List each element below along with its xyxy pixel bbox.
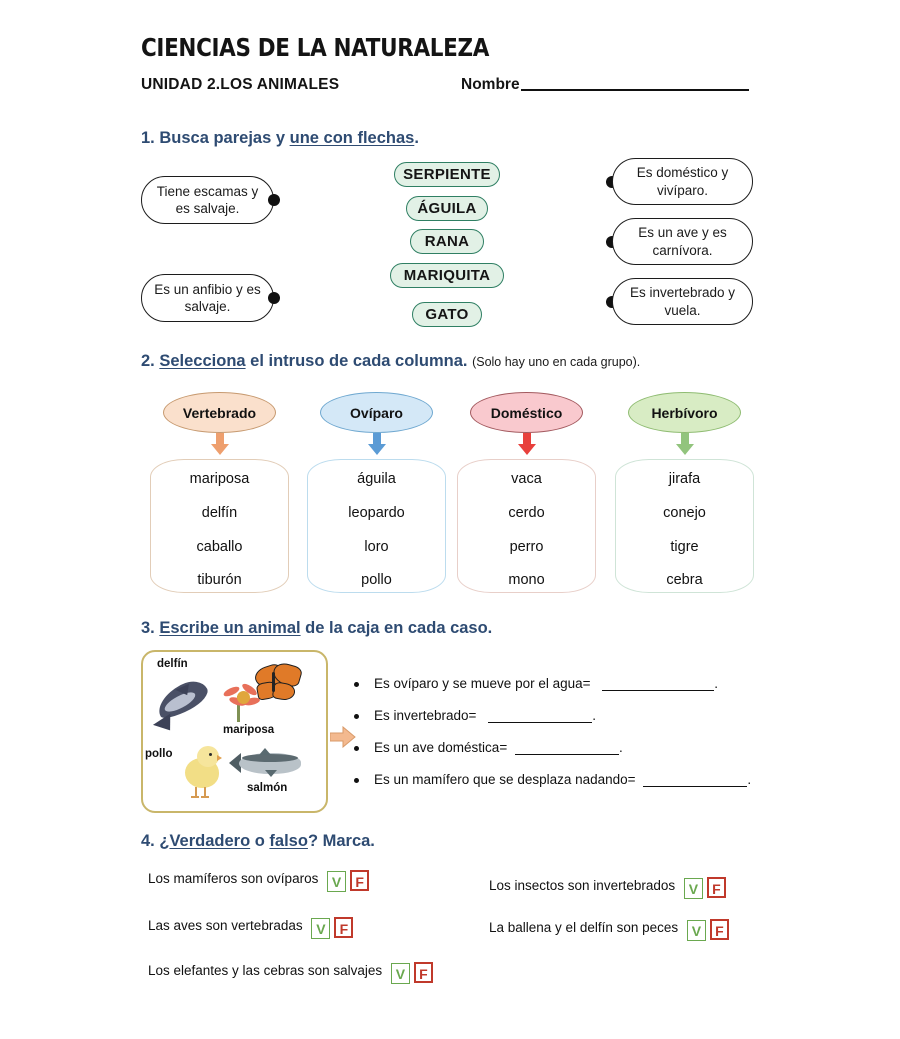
item-text: Es ovíparo y se mueve por el agua= (374, 676, 591, 691)
tf-statement-3 (148, 962, 433, 984)
fill-in-item-1 (352, 676, 812, 691)
page-title: CIENCIAS DE LA NATURALEZA (141, 33, 489, 62)
word-column-herbivoro (615, 459, 754, 593)
exercise-4-heading (141, 832, 375, 851)
false-checkbox[interactable]: F (707, 877, 726, 898)
word-item[interactable]: caballo (196, 539, 243, 555)
word-item[interactable]: mariposa (189, 471, 250, 487)
tf-statement-text: Los mamíferos son ovíparos (148, 871, 319, 886)
exercise-1-text: Busca parejas y (159, 129, 290, 147)
connector-dot-left-1[interactable] (268, 194, 280, 206)
tf-statement-1 (148, 870, 369, 892)
exercise-3-number: 3. (141, 619, 155, 637)
tf-statement-text: Los insectos son invertebrados (489, 878, 676, 893)
item-period: . (592, 708, 596, 723)
inverted-question-mark: ¿ (159, 832, 170, 850)
answer-blank-4[interactable] (643, 786, 747, 787)
word-item[interactable]: mono (508, 572, 545, 588)
picture-label-delfin: delfín (157, 658, 188, 670)
exercise-3-text: de la caja en cada caso. (300, 619, 493, 637)
fill-in-item-4 (352, 772, 812, 787)
false-checkbox[interactable]: F (334, 917, 353, 938)
clue-box-right-2[interactable]: Es un ave y es carnívora. (612, 218, 753, 265)
tf-statement-text: Los elefantes y las cebras son salvajes (148, 963, 383, 978)
false-checkbox[interactable]: F (414, 962, 433, 983)
tf-statement-2 (148, 917, 353, 939)
exercise-4-number: 4. (141, 832, 155, 850)
answer-blank-2[interactable] (488, 722, 592, 723)
unit-label: UNIDAD 2.LOS ANIMALES (141, 76, 340, 93)
word-item[interactable]: águila (357, 471, 396, 487)
item-period: . (747, 772, 752, 787)
fill-in-item-3 (352, 740, 812, 755)
exercise-2-underlined: Selecciona (159, 352, 246, 370)
word-item[interactable]: conejo (663, 505, 706, 521)
chick-photo (175, 744, 231, 806)
word-item[interactable]: cerdo (508, 505, 545, 521)
category-oval-vertebrado[interactable]: Vertebrado (163, 392, 276, 433)
word-item[interactable]: leopardo (348, 505, 405, 521)
true-checkbox[interactable]: V (311, 918, 330, 939)
name-label: Nombre (461, 76, 520, 93)
category-oval-domestico[interactable]: Doméstico (470, 392, 583, 433)
word-column-domestico (457, 459, 596, 593)
exercise-2-heading (141, 352, 640, 371)
false-checkbox[interactable]: F (350, 870, 369, 891)
exercise-4-underlined-true: Verdadero (169, 832, 251, 850)
exercise-2-number: 2. (141, 352, 155, 370)
animal-pill-gato[interactable]: GATO (412, 302, 482, 327)
picture-label-salmon: salmón (247, 782, 288, 794)
connector-dot-left-2[interactable] (268, 292, 280, 304)
word-item[interactable]: cebra (666, 572, 703, 588)
word-item[interactable]: delfín (201, 505, 238, 521)
true-checkbox[interactable]: V (684, 878, 703, 899)
clue-box-right-3[interactable]: Es invertebrado y vuela. (612, 278, 753, 325)
true-checkbox[interactable]: V (391, 963, 410, 984)
false-checkbox[interactable]: F (710, 919, 729, 940)
true-checkbox[interactable]: V (687, 920, 706, 941)
animal-pill-mariquita[interactable]: MARIQUITA (390, 263, 504, 288)
exercise-1-underlined: une con flechas (289, 129, 415, 147)
tf-statement-text: La ballena y el delfín son peces (489, 920, 679, 935)
butterfly-photo (221, 662, 317, 724)
clue-box-left-1[interactable]: Tiene escamas y es salvaje. (141, 176, 274, 224)
exercise-3-items (352, 676, 812, 804)
animal-pill-serpiente[interactable]: SERPIENTE (394, 162, 500, 187)
exercise-1-heading (141, 129, 419, 148)
clue-box-left-2[interactable]: Es un anfibio y es salvaje. (141, 274, 274, 322)
item-text: Es invertebrado= (374, 708, 477, 723)
word-item[interactable]: vaca (511, 471, 542, 487)
tf-statement-text: Las aves son vertebradas (148, 918, 303, 933)
word-item[interactable]: perro (509, 539, 544, 555)
animal-picture-box (141, 650, 328, 813)
exercise-2-text: el intruso de cada columna. (245, 352, 468, 370)
dolphin-photo (151, 674, 215, 736)
word-column-vertebrado (150, 459, 289, 593)
word-item[interactable]: tiburón (197, 572, 242, 588)
word-item[interactable]: tigre (670, 539, 699, 555)
word-item[interactable]: jirafa (668, 471, 701, 487)
clue-box-right-1[interactable]: Es doméstico y vivíparo. (612, 158, 753, 205)
exercise-4-text: ? Marca. (307, 832, 375, 850)
picture-label-pollo: pollo (145, 748, 173, 760)
fill-in-item-2 (352, 708, 812, 723)
name-field (461, 76, 749, 94)
exercise-2-note: (Solo hay uno en cada grupo). (472, 355, 641, 369)
name-blank-line[interactable] (521, 89, 749, 91)
item-text: Es un ave doméstica= (374, 740, 508, 755)
answer-blank-3[interactable] (515, 754, 619, 755)
item-text: Es un mamífero que se desplaza nadando= (374, 772, 636, 787)
picture-label-mariposa: mariposa (223, 724, 275, 736)
animal-pill-rana[interactable]: RANA (410, 229, 484, 254)
tf-statement-5 (489, 919, 729, 941)
category-oval-herbivoro[interactable]: Herbívoro (628, 392, 741, 433)
true-checkbox[interactable]: V (327, 871, 346, 892)
item-period: . (618, 740, 623, 755)
animal-pill-aguila[interactable]: ÁGUILA (406, 196, 488, 221)
word-column-oviparo (307, 459, 446, 593)
exercise-4-conjunction: o (250, 832, 270, 850)
word-item[interactable]: loro (364, 539, 389, 555)
answer-blank-1[interactable] (602, 690, 714, 691)
exercise-3-underlined: Escribe un animal (159, 619, 301, 637)
tf-statement-4 (489, 877, 726, 899)
exercise-4-underlined-false: falso (269, 832, 308, 850)
exercise-1-period: . (414, 129, 419, 147)
exercise-3-heading (141, 619, 492, 638)
category-oval-oviparo[interactable]: Ovíparo (320, 392, 433, 433)
item-period: . (714, 676, 719, 691)
exercise-1-number: 1. (141, 129, 155, 147)
word-item[interactable]: pollo (361, 572, 392, 588)
